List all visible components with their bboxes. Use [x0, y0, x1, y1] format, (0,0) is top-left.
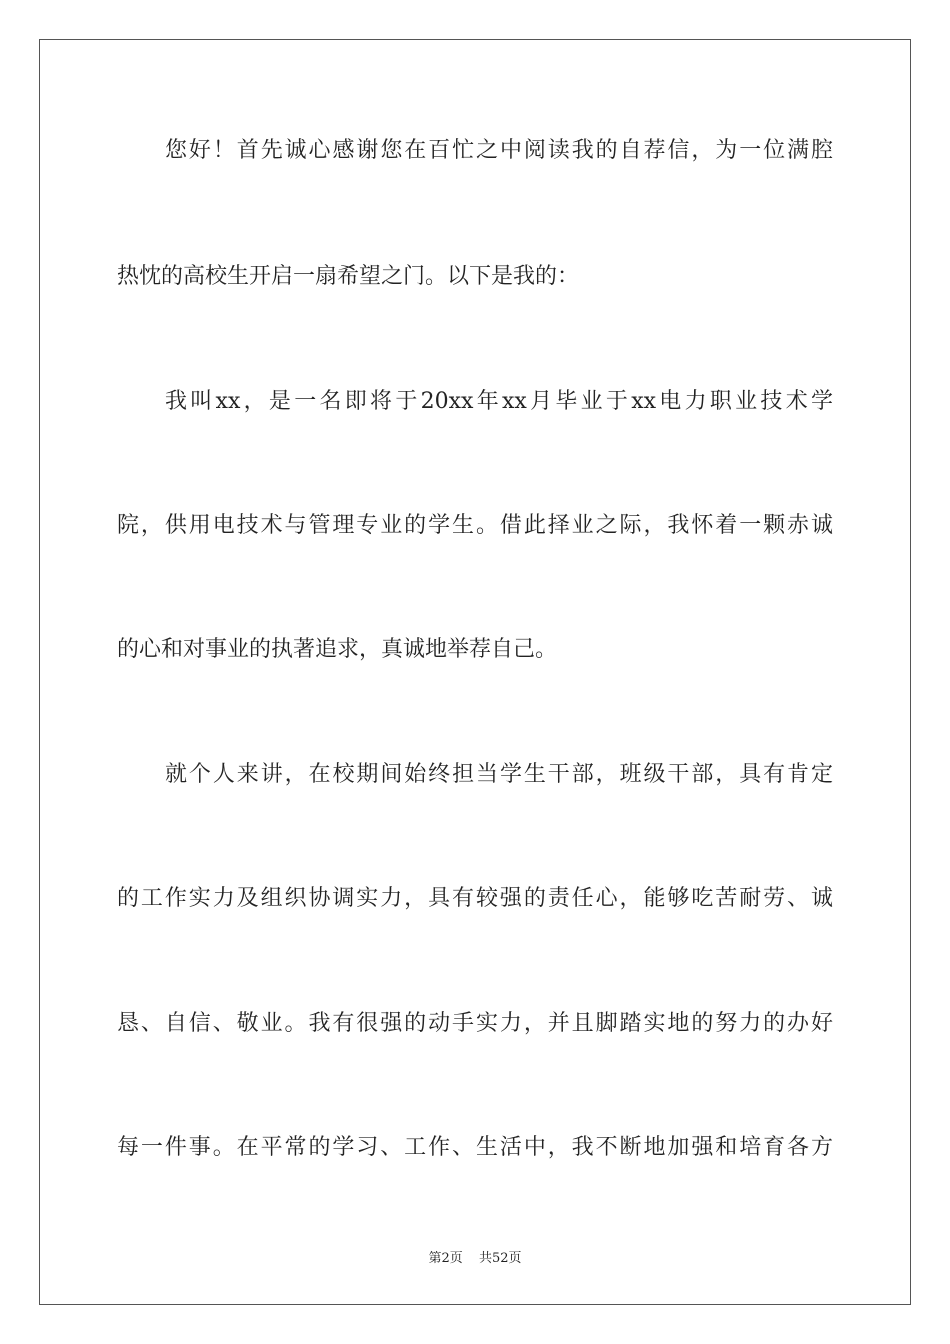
- paragraph-3-line-4: 每一件事。在平常的学习、工作、生活中，我不断地加强和培育各方: [117, 1135, 833, 1160]
- page-frame: [39, 39, 911, 1305]
- paragraph-3-line-1: 就个人来讲，在校期间始终担当学生干部，班级干部，具有肯定: [165, 762, 833, 787]
- paragraph-2-line-2: 院，供用电技术与管理专业的学生。借此择业之际，我怀着一颗赤诚: [117, 513, 833, 538]
- paragraph-2-line-3: 的心和对事业的执著追求，真诚地举荐自己。: [117, 637, 558, 662]
- page-footer: [0, 1247, 950, 1266]
- paragraph-1-line-2: 热忱的高校生开启一扇希望之门。以下是我的：: [117, 264, 580, 289]
- paragraph-2-line-1: 我叫xx，是一名即将于20xx年xx月毕业于xx电力职业技术学: [165, 389, 833, 414]
- page-total: 共52页: [478, 1251, 522, 1266]
- page-number: 第2页: [428, 1251, 463, 1266]
- paragraph-3-line-3: 恳、自信、敬业。我有很强的动手实力，并且脚踏实地的努力的办好: [117, 1011, 833, 1036]
- paragraph-1-line-1: 您好！首先诚心感谢您在百忙之中阅读我的自荐信，为一位满腔: [165, 138, 833, 163]
- paragraph-3-line-2: 的工作实力及组织协调实力，具有较强的责任心，能够吃苦耐劳、诚: [117, 886, 833, 911]
